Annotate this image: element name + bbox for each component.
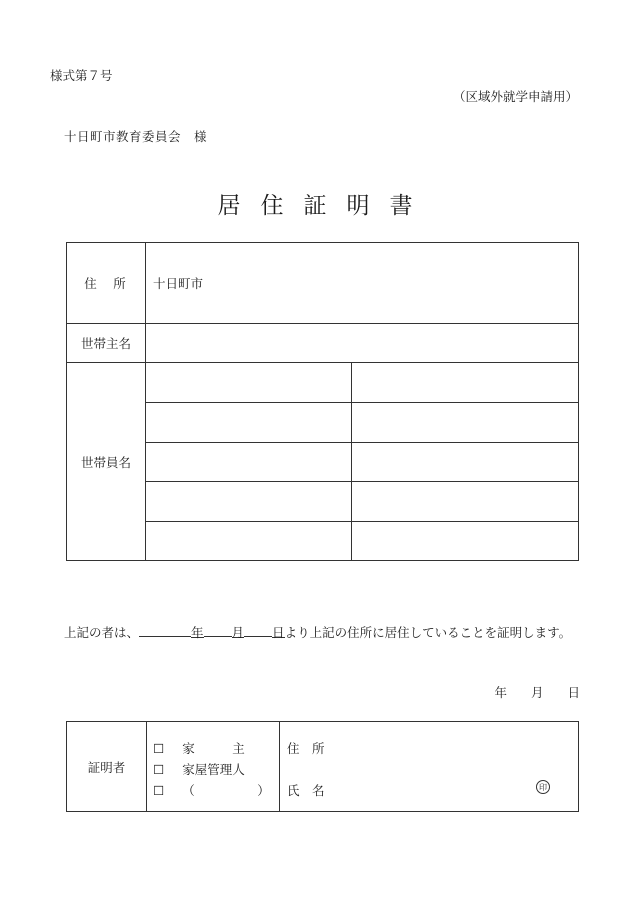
seal-icon: 印 <box>536 780 550 794</box>
form-purpose: （区域外就学申請用） <box>452 89 578 104</box>
certifier-label: 証明者 <box>87 759 126 775</box>
member-field[interactable] <box>351 521 578 560</box>
member-field[interactable] <box>351 481 578 520</box>
member-field[interactable] <box>351 442 578 481</box>
option-house-manager[interactable] <box>153 759 279 780</box>
certifier-name-label[interactable]: 氏 名 <box>287 783 325 798</box>
form-number: 様式第７号 <box>50 68 113 83</box>
start-day-unit: 日 <box>272 625 285 640</box>
issue-month-label: 月 <box>530 685 544 700</box>
householder-field[interactable] <box>145 323 578 362</box>
addressee: 十日町市教育委員会 様 <box>64 129 208 144</box>
member-field[interactable] <box>351 402 578 441</box>
address-field[interactable]: 十日町市 <box>145 243 578 323</box>
option-label: 家屋管理人 <box>182 762 245 777</box>
option-landlord[interactable] <box>153 738 279 759</box>
member-field[interactable] <box>146 363 351 402</box>
certification-statement <box>64 622 571 641</box>
member-field[interactable] <box>146 521 351 560</box>
document-title: 居住証明書 <box>217 193 433 219</box>
option-other[interactable] <box>153 780 279 801</box>
certifier-options <box>146 722 279 811</box>
certifier-table <box>66 721 579 812</box>
checkbox-icon[interactable]: ☐ <box>153 762 165 777</box>
start-month-unit: 月 <box>231 625 245 640</box>
certifier-address-label[interactable]: 住 所 <box>287 741 325 756</box>
member-field[interactable] <box>146 481 351 520</box>
members-grid <box>145 362 578 560</box>
certification-prefix: 上記の者は、 <box>64 625 140 640</box>
address-label: 住 所 <box>84 276 128 291</box>
start-month-blank[interactable] <box>204 622 232 637</box>
issue-date[interactable] <box>470 683 580 701</box>
option-label: （ ） <box>182 783 270 798</box>
member-field[interactable] <box>146 402 351 441</box>
certifier-fields <box>279 722 578 811</box>
members-label: 世帯員名 <box>67 362 145 560</box>
option-label: 家 主 <box>182 741 245 756</box>
start-year-blank[interactable] <box>139 622 191 637</box>
householder-label: 世帯主名 <box>67 323 145 362</box>
member-field[interactable] <box>146 442 351 481</box>
start-year-unit: 年 <box>191 625 204 640</box>
issue-day-label: 日 <box>567 685 580 700</box>
issue-year-label: 年 <box>494 685 507 700</box>
certification-suffix: より上記の住所に居住していることを証明します。 <box>284 625 572 640</box>
checkbox-icon[interactable]: ☐ <box>153 741 165 756</box>
residence-table <box>66 242 579 561</box>
member-field[interactable] <box>351 363 578 402</box>
start-day-blank[interactable] <box>244 622 272 637</box>
checkbox-icon[interactable]: ☐ <box>153 783 165 798</box>
